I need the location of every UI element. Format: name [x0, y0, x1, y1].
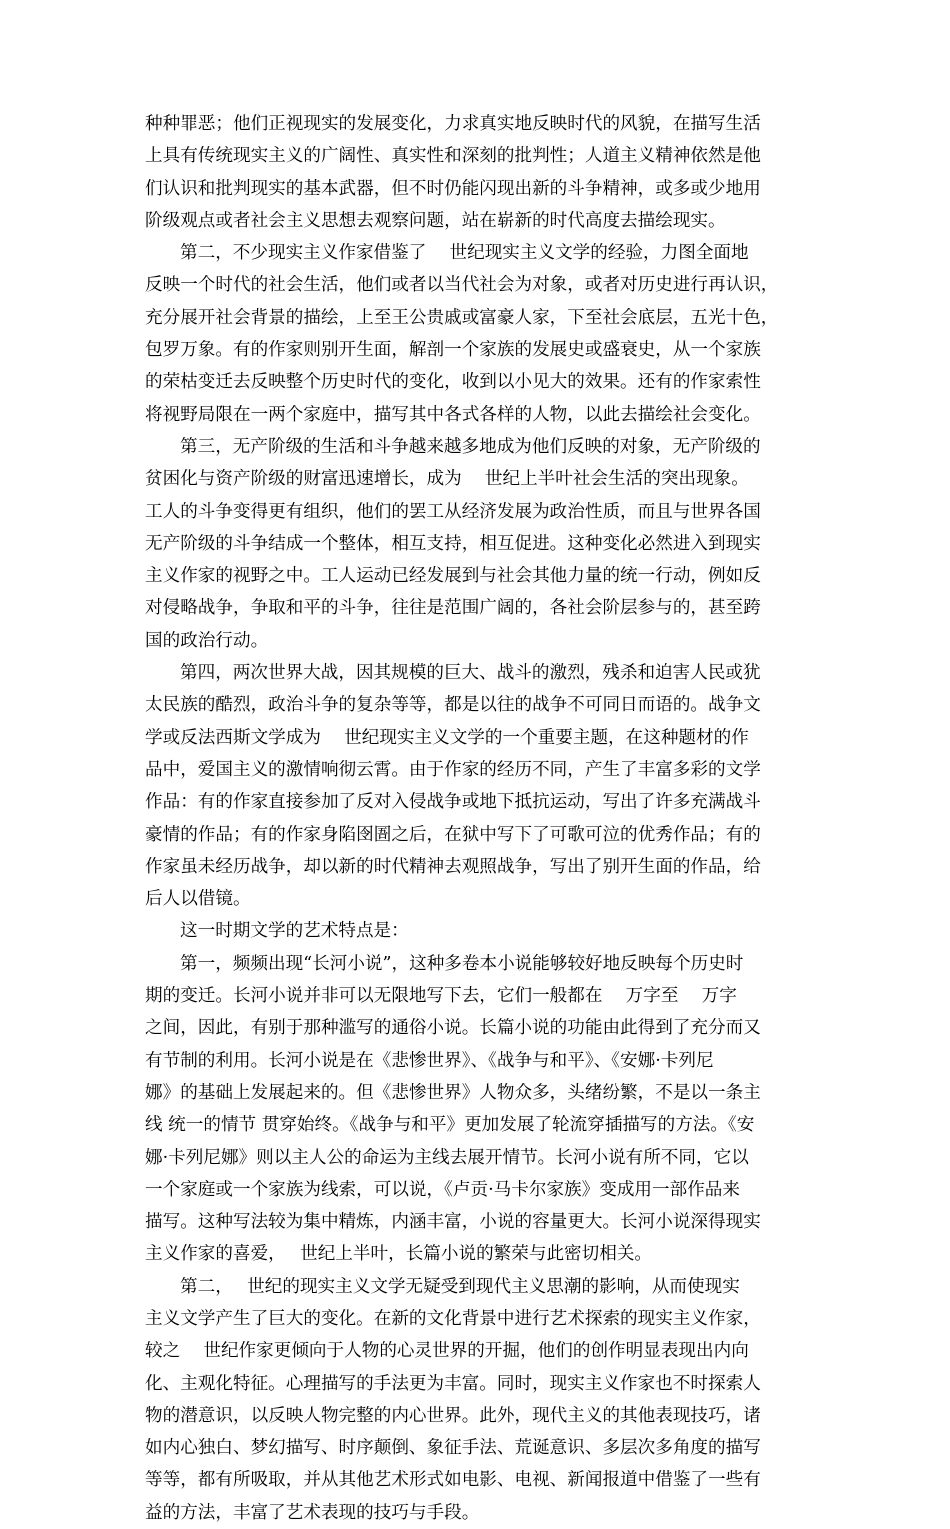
text-line: 益的方法，丰富了艺术表现的技巧与手段。: [145, 1502, 480, 1523]
text-line: 物的潜意识，以反映人物完整的内心世界。此外，现代主义的其他表现技巧，诸: [145, 1405, 761, 1426]
text-line: 第二， 世纪的现实主义文学无疑受到现代主义思潮的影响，从而使现实: [180, 1276, 740, 1297]
text-line: 线 统一的情节 贯穿始终。《战争与和平》更加发展了轮流穿插描写的方法。《安: [145, 1115, 755, 1136]
text-line: 豪情的作品；有的作家身陷囹圄之后，在狱中写下了可歌可泣的优秀作品；有的: [145, 824, 761, 845]
text-line: 较之 世纪作家更倾向于人物的心灵世界的开掘，他们的创作明显表现出内向: [145, 1341, 749, 1362]
body-text: [145, 108, 815, 1529]
text-line: 种种罪恶；他们正视现实的发展变化，力求真实地反映时代的风貌，在描写生活: [145, 114, 761, 134]
text-line: 有节制的利用。长河小说是在《悲惨世界》、《战争与和平》、《安娜·卡列尼: [145, 1050, 714, 1071]
text-line: 主义文学产生了巨大的变化。在新的文化背景中进行艺术探索的现实主义作家，: [145, 1308, 761, 1329]
text-line: 描写。这种写法较为集中精炼，内涵丰富，小说的容量更大。长河小说深得现实: [145, 1212, 761, 1233]
text-line: 第三，无产阶级的生活和斗争越来越多地成为他们反映的对象，无产阶级的: [180, 436, 761, 457]
text-line: 无产阶级的斗争结成一个整体，相互支持，相互促进。这种变化必然进入到现实: [145, 533, 761, 554]
text-line: 第一，频频出现“长河小说”，这种多卷本小说能够较好地反映每个历史时: [180, 953, 744, 974]
text-line: 品中，爱国主义的激情响彻云霄。由于作家的经历不同，产生了丰富多彩的文学: [145, 759, 761, 780]
text-line: 娜》的基础上发展起来的。但《悲惨世界》人物众多，头绪纷繁，不是以一条主: [145, 1082, 761, 1103]
text-line: 对侵略战争，争取和平的斗争，往往是范围广阔的，各社会阶层参与的，甚至跨: [145, 598, 761, 619]
text-line: 太民族的酷烈，政治斗争的复杂等等，都是以往的战争不可同日而语的。战争文: [145, 695, 761, 716]
text-line: 主义作家的视野之中。工人运动已经发展到与社会其他力量的统一行动，例如反: [145, 566, 761, 587]
text-line: 包罗万象。有的作家则别开生面，解剖一个家族的发展史或盛衰史，从一个家族: [145, 340, 761, 361]
text-line: 们认识和批判现实的基本武器，但不时仍能闪现出新的斗争精神，或多或少地用: [145, 178, 761, 199]
text-line: 作品：有的作家直接参加了反对入侵战争或地下抵抗运动，写出了许多充满战斗: [145, 792, 761, 813]
text-line: 反映一个时代的社会生活，他们或者以当代社会为对象，或者对历史进行再认识，: [145, 275, 779, 296]
text-line: 工人的斗争变得更有组织，他们的罢工从经济发展为政治性质，而且与世界各国: [145, 501, 761, 522]
text-line: 第二，不少现实主义作家借鉴了 世纪现实主义文学的经验，力图全面地: [180, 243, 749, 264]
text-line: 阶级观点或者社会主义思想去观察问题，站在崭新的时代高度去描绘现实。: [145, 210, 726, 231]
text-line: 作家虽未经历战争，却以新的时代精神去观照战争，写出了别开生面的作品，给: [145, 856, 761, 877]
text-line: 充分展开社会背景的描绘，上至王公贵戚或富豪人家，下至社会底层，五光十色，: [145, 307, 779, 328]
text-line: 学或反法西斯文学成为 世纪现实主义文学的一个重要主题，在这种题材的作: [145, 727, 749, 748]
text-line: 国的政治行动。: [145, 630, 269, 651]
text-line: 化、主观化特征。心理描写的手法更为丰富。同时，现实主义作家也不时探索人: [145, 1373, 761, 1394]
text-line: 期的变迁。长河小说并非可以无限地写下去，它们一般都在 万字至 万字: [145, 986, 737, 1007]
text-line: 第四，两次世界大战，因其规模的巨大、战斗的激烈，残杀和迫害人民或犹: [180, 663, 761, 684]
text-line: 上具有传统现实主义的广阔性、真实性和深刻的批判性；人道主义精神依然是他: [145, 146, 761, 167]
text-line: 一个家庭或一个家族为线索，可以说，《卢贡·马卡尔家族》变成用一部作品来: [145, 1179, 740, 1200]
text-line: 将视野局限在一两个家庭中，描写其中各式各样的人物，以此去描绘社会变化。: [145, 404, 761, 425]
text-line: 之间，因此，有别于那种滥写的通俗小说。长篇小说的功能由此得到了充分而又: [145, 1018, 761, 1039]
text-line: 贫困化与资产阶级的财富迅速增长，成为 世纪上半叶社会生活的突出现象。: [145, 469, 749, 490]
text-line: 这一时期文学的艺术特点是：: [180, 921, 409, 942]
text-line: 的荣枯变迁去反映整个历史时代的变化，收到以小见大的效果。还有的作家索性: [145, 372, 761, 393]
text-line: 等等，都有所吸取，并从其他艺术形式如电影、电视、新闻报道中借鉴了一些有: [145, 1470, 761, 1491]
text-line: 主义作家的喜爱， 世纪上半叶，长篇小说的繁荣与此密切相关。: [145, 1244, 653, 1265]
text-line: 后人以借镜。: [145, 889, 251, 910]
text-line: 如内心独白、梦幻描写、时序颠倒、象征手法、荒诞意识、多层次多角度的描写: [145, 1438, 761, 1459]
text-line: 娜·卡列尼娜》则以主人公的命运为主线去展开情节。长河小说有所不同，它以: [145, 1147, 749, 1168]
